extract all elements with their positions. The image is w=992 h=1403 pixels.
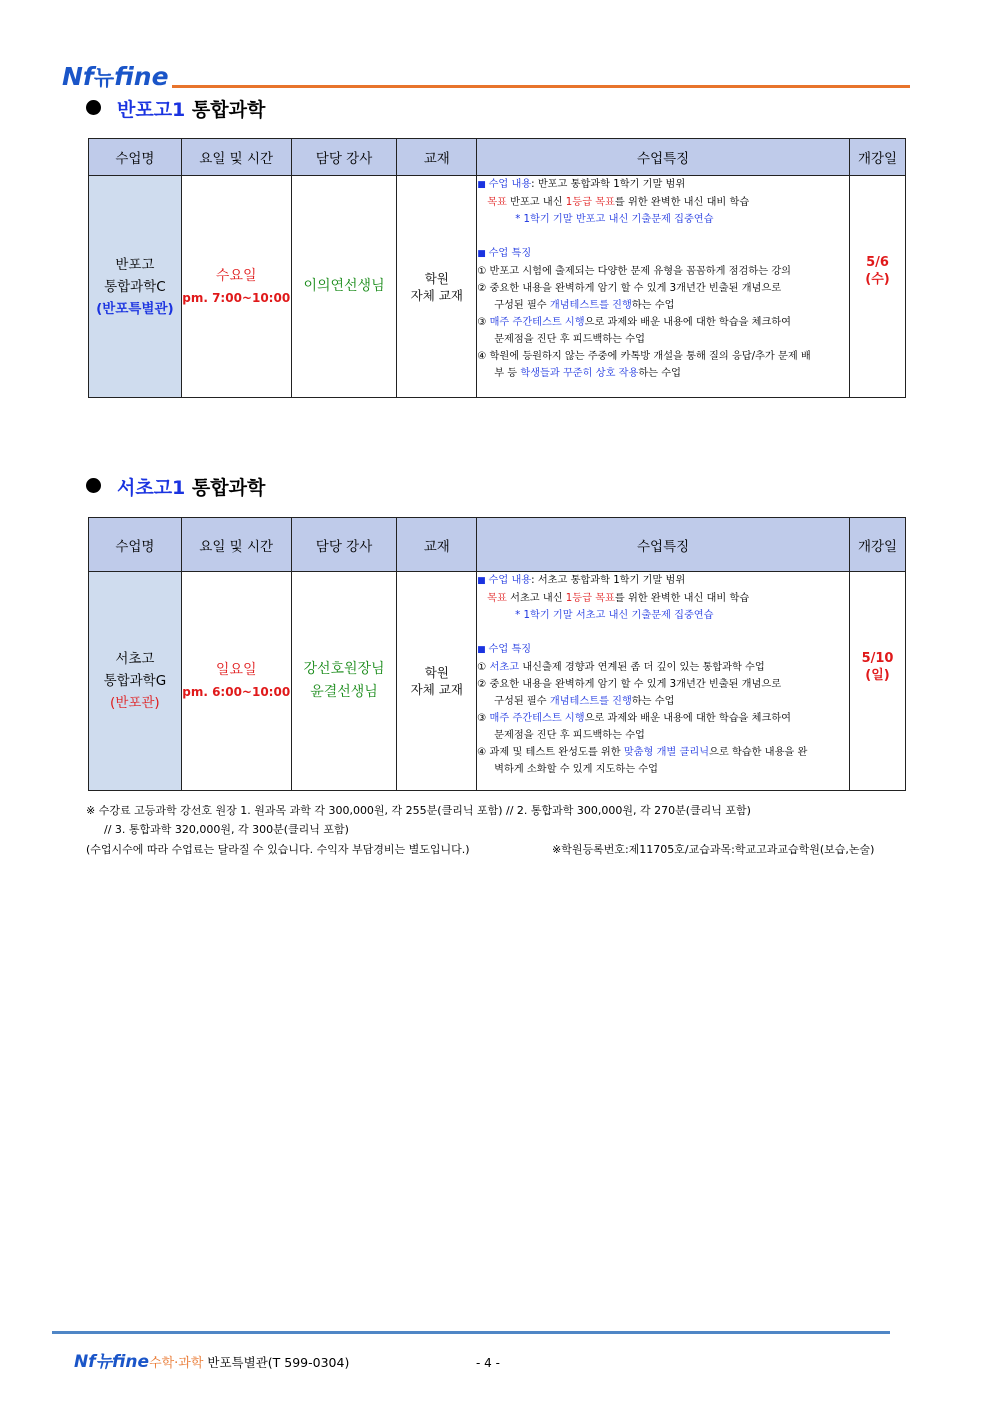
feature-line: ② 중요한 내용을 완벽하게 암기 할 수 있게 3개년간 빈출된 개념으로 bbox=[477, 283, 782, 294]
feature-spacer bbox=[477, 624, 849, 641]
feature-line: ① 반포고 시험에 출제되는 다양한 문제 유형을 꼼꼼하게 점검하는 강의 bbox=[477, 266, 792, 277]
start-weekday: (일) bbox=[865, 668, 890, 683]
features-cell bbox=[477, 572, 850, 791]
col-header-open: 개강일 bbox=[850, 518, 906, 572]
feature-line: * 1학기 기말 반포고 내신 기출문제 집중연습 bbox=[515, 214, 714, 225]
textbook-cell bbox=[397, 572, 477, 791]
feature-line: ① 서초고 내신출제 경향과 연계된 좀 더 깊이 있는 통합과학 수업 bbox=[477, 662, 765, 673]
logo bbox=[62, 60, 169, 95]
logo-nf: Nf bbox=[62, 62, 94, 91]
feature-line: ③ 매주 주간테스트 시행으로 과제와 배운 내용에 대한 학습을 체크하여 bbox=[477, 713, 792, 724]
col-header-teacher: 담당 강사 bbox=[291, 518, 397, 572]
col-header-features: 수업특징 bbox=[477, 518, 850, 572]
footer-rule bbox=[52, 1331, 890, 1334]
col-header-name: 수업명 bbox=[89, 518, 182, 572]
feature-line: 목표 반포고 내신 1등급 목표를 위한 완벽한 내신 대비 학습 bbox=[487, 197, 750, 208]
col-header-name: 수업명 bbox=[89, 139, 182, 176]
page-number: - 4 - bbox=[476, 1356, 500, 1370]
schedule-cell bbox=[181, 176, 291, 398]
start-date: 5/6 bbox=[866, 255, 889, 270]
feature-line: ④ 학원에 등원하지 않는 주중에 카톡방 개설을 통해 질의 응답/추가 문제 배 bbox=[477, 351, 811, 362]
feature-line: 문제점을 진단 후 피드백하는 수업 bbox=[494, 730, 645, 741]
course-branch: (반포관) bbox=[110, 695, 160, 711]
section-title-seocho bbox=[86, 475, 265, 501]
start-weekday: (수) bbox=[865, 272, 890, 287]
table-header-row bbox=[89, 518, 906, 572]
schedule-cell bbox=[181, 572, 291, 791]
course-name-line1: 반포고 bbox=[115, 256, 155, 273]
col-header-time: 요일 및 시간 bbox=[181, 518, 291, 572]
teacher-cell bbox=[291, 176, 397, 398]
registration-note: ※학원등록번호:제11705호/교습과목:학교고과교습학원(보습,논술) bbox=[552, 843, 875, 856]
logo-ko: 뉴 bbox=[93, 66, 115, 90]
footer-branch: 반포특별관(T 599-0304) bbox=[203, 1355, 350, 1370]
feature-line: ■ 수업 특징 bbox=[477, 248, 532, 259]
course-name-line2: 통합과학G bbox=[103, 673, 167, 689]
col-header-features: 수업특징 bbox=[477, 139, 850, 176]
bullet-icon bbox=[86, 100, 101, 115]
course-name-line2: 통합과학C bbox=[104, 278, 166, 295]
table-row bbox=[89, 572, 906, 791]
feature-line: ④ 과제 및 테스트 완성도를 위한 맞춤형 개별 클리닉으로 학습한 내용을 완 bbox=[477, 747, 808, 758]
class-day: 일요일 bbox=[215, 662, 257, 678]
section-subject: 통합과학 bbox=[191, 477, 266, 499]
course-table-seocho bbox=[88, 517, 906, 791]
feature-line: 벽하게 소화할 수 있게 지도하는 수업 bbox=[494, 764, 658, 775]
course-branch: (반포특별관) bbox=[96, 300, 174, 317]
course-name-cell bbox=[89, 572, 182, 791]
teacher-name: 이의연선생님 bbox=[303, 278, 385, 294]
feature-line: 문제점을 진단 후 피드백하는 수업 bbox=[494, 334, 645, 345]
section-school: 반포고1 bbox=[117, 99, 186, 121]
feature-spacer bbox=[477, 228, 849, 245]
textbook-line2: 자체 교재 bbox=[410, 287, 463, 303]
logo-fine: fine bbox=[114, 62, 169, 91]
class-time: pm. 7:00~10:00 bbox=[182, 290, 291, 305]
course-name-line1: 서초고 bbox=[115, 651, 155, 667]
textbook-cell bbox=[397, 176, 477, 398]
square-bullet-icon: ■ bbox=[477, 645, 489, 655]
course-table-banpo bbox=[88, 138, 906, 398]
feature-line: ■ 수업 특징 bbox=[477, 644, 532, 655]
tuition-note-3: (수업시수에 따라 수업료는 달라질 수 있습니다. 수익자 부담경비는 별도입니다.) bbox=[86, 843, 470, 856]
feature-line: 구성된 필수 개념테스트를 진행하는 수업 bbox=[494, 696, 675, 707]
class-time: pm. 6:00~10:00 bbox=[182, 685, 291, 699]
course-name-cell bbox=[89, 176, 182, 398]
features-cell bbox=[477, 176, 850, 398]
col-header-open: 개강일 bbox=[850, 139, 906, 176]
feature-line: 목표 서초고 내신 1등급 목표를 위한 완벽한 내신 대비 학습 bbox=[487, 593, 750, 604]
textbook-line1: 학원 bbox=[424, 665, 449, 680]
feature-line: ■ 수업 내용: 반포고 통합과학 1학기 기말 범위 bbox=[477, 179, 686, 190]
start-date-cell bbox=[850, 176, 906, 398]
square-bullet-icon: ■ bbox=[477, 249, 489, 259]
teacher-name-2: 윤결선생님 bbox=[310, 684, 378, 700]
feature-line: * 1학기 기말 서초고 내신 기출문제 집중연습 bbox=[515, 610, 714, 621]
table-header-row bbox=[89, 139, 906, 176]
textbook-line1: 학원 bbox=[424, 270, 449, 286]
col-header-book: 교재 bbox=[397, 518, 477, 572]
section-school: 서초고1 bbox=[117, 477, 186, 499]
teacher-cell bbox=[291, 572, 397, 791]
tuition-note-1: ※ 수강료 고등과학 강선호 원장 1. 원과목 과학 각 300,000원, 각 255분(클리닉 포함) // 2. 통합과학 300,000원, 각 270분(클리닉 포함) bbox=[86, 804, 751, 817]
start-date-cell bbox=[850, 572, 906, 791]
start-date: 5/10 bbox=[861, 651, 894, 666]
feature-line: ③ 매주 주간테스트 시행으로 과제와 배운 내용에 대한 학습을 체크하여 bbox=[477, 317, 792, 328]
feature-line: ■ 수업 내용: 서초고 통합과학 1학기 기말 범위 bbox=[477, 575, 686, 586]
section-title-banpo bbox=[86, 97, 265, 123]
col-header-time: 요일 및 시간 bbox=[181, 139, 291, 176]
bullet-icon bbox=[86, 478, 101, 493]
feature-line: 부 등 학생들과 꾸준히 상호 작용하는 수업 bbox=[494, 368, 681, 379]
footer-logo: Nf뉴fine bbox=[74, 1352, 150, 1372]
class-day: 수요일 bbox=[215, 267, 257, 284]
header-rule bbox=[172, 85, 910, 88]
table-row bbox=[89, 176, 906, 398]
textbook-line2: 자체 교재 bbox=[410, 682, 463, 697]
teacher-name: 강선호원장님 bbox=[303, 661, 385, 677]
section-subject: 통합과학 bbox=[191, 99, 266, 121]
square-bullet-icon: ■ bbox=[477, 180, 489, 190]
footer-subjects: 수학·과학 bbox=[149, 1356, 204, 1371]
feature-line: 구성된 필수 개념테스트를 진행하는 수업 bbox=[494, 300, 675, 311]
square-bullet-icon: ■ bbox=[477, 576, 489, 586]
tuition-note-2: // 3. 통합과학 320,000원, 각 300분(클리닉 포함) bbox=[104, 823, 349, 836]
footer bbox=[74, 1352, 349, 1374]
col-header-book: 교재 bbox=[397, 139, 477, 176]
col-header-teacher: 담당 강사 bbox=[291, 139, 397, 176]
feature-line: ② 중요한 내용을 완벽하게 암기 할 수 있게 3개년간 빈출된 개념으로 bbox=[477, 679, 782, 690]
